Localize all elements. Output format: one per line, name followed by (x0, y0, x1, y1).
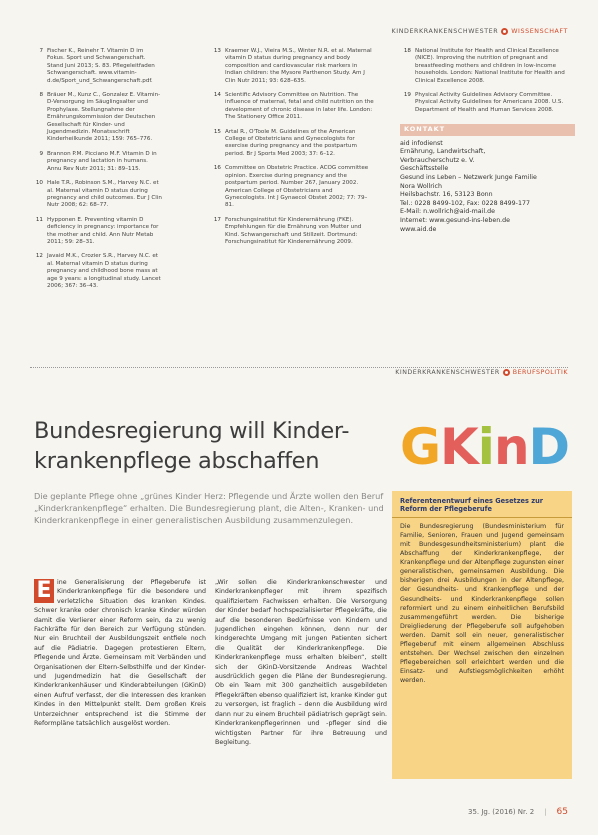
section-dot-icon (503, 369, 510, 376)
reference-text: Javaid M.K., Crozier S.R., Harvey N.C. et al. Maternal vitamin D status during pregnancy and childhood bone mass at age 9 years: a longitudinal study. Lancet 2006; 367: 36–43. (47, 253, 161, 289)
headline-line-1: Bundesregierung will Kinder- (34, 418, 350, 444)
page-footer (468, 807, 568, 817)
reference-item (210, 217, 375, 247)
body-column-2: „Wir sollen die Kinderkrankenschwester und Kinderkrankenpfleger mit ihrem spezifisch qualifiziertem Fachwissen erhalten. Die Versorgung der Kinder bedarf hochspezialisierter Pflegekräfte, die auf die besonderen Bedürfnisse von Kindern und Jugendlichen eingehen können, denn nur der kindgerechte Umgang mit jungen Patienten sichert die Qualität der Kinderkrankenpflege. Die Kinderkrankenpflege muss erhalten bleiben“, stellt sich der GKinD-Vorsitzende Andreas Wachtel ausdrücklich gegen die Pläne der Bundesregierung. Ob ein Team mit 300 ganzheitlich ausgebildeten Pflegekräften ebenso qualifiziert ist, kranke Kinder gut zu versorgen, ist fraglich – denn die Ausbildung wird dann nur zu einem Bruchteil pädiatrisch geprägt sein. Kinderkrankenpflegerinnen und -pfleger sind die wichtigsten Partner für ihre Betreuung und Begleitung. (215, 579, 387, 746)
reference-text: Fischer K., Reinehr T. Vitamin D im Fokus. Sport und Schwangerschaft. Stand Juni 2013; S. 83. Pflegeleitfaden Schwangerschaft. www.vitamin-d.de/Sport_und_Schwangerschaft.pdf. (47, 48, 155, 84)
reference-number: 10 (35, 180, 43, 187)
article-headline (34, 416, 394, 476)
magazine-name: KINDERKRANKENSCHWESTER (395, 369, 500, 376)
kontakt-address: Heilsbachstr. 16, 53123 Bonn (400, 191, 493, 199)
reference-text: Committee on Obstetric Practice. ACOG committee opinion. Exercise during pregnancy and the postpartum period. Number 267, January 2002. American College of Obstetricians and Gynecologists. Int J Gynaecol Obstet 2002; 77: 79–81. (225, 165, 369, 209)
reference-item (32, 217, 162, 247)
references-column-2 (210, 48, 375, 253)
reference-text: Bräuer M., Kunz C., Gonzalez E. Vitamin-D-Versorgung im Säuglingsalter und Prophylaxe. Stellungnahme der Ernährungskommission der Deutschen Gesellschaft für Kinder- und Jugendmedizin. Monatsschrift Kinderheilkunde 2011; 159: 765–776. (47, 92, 161, 143)
reference-item (210, 129, 375, 159)
reference-item (32, 92, 162, 144)
kontakt-org: aid infodienst (400, 139, 443, 147)
reference-item (32, 253, 162, 290)
reference-text: Hale T.R., Robinson S.M., Harvey N.C. et al. Maternal vitamin D status during pregnancy and child outcomes. Eur J Clin Nutr 2008; 62: 68–77. (47, 180, 162, 209)
kontakt-line: Verbraucherschutz e. V. (400, 156, 475, 164)
reference-text: Artal R., O'Toole M. Guidelines of the American College of Obstetricians and Gynecologists for exercise during pregnancy and the postpartum period. Br J Sports Med 2003; 37: 6–12. (225, 128, 357, 157)
logo-letter: n (493, 418, 529, 476)
magazine-name: KINDERKRANKENSCHWESTER (391, 28, 499, 35)
logo-letter: i (477, 418, 494, 476)
reference-item (210, 165, 375, 209)
reference-item (210, 48, 375, 85)
kontakt-email[interactable]: E-Mail: n.wollrich@aid-mail.de (400, 208, 495, 216)
reference-text: Forschungsinstitut für Kinderernährung (FKE). Empfehlungen für die Ernährung von Mutter und Kind. Schwangerschaft und Stillzeit. Dortmund: Forschungsinstitut für Kinderernährung 2009. (225, 216, 362, 245)
references-column-3 (400, 48, 575, 234)
kontakt-info (400, 140, 575, 235)
reference-number: 7 (39, 48, 43, 54)
body-column-1 (34, 578, 206, 729)
section-name: WISSENSCHAFT (511, 28, 568, 35)
kontakt-network: Gesund ins Leben – Netzwerk Junge Familie (400, 174, 537, 182)
section2-header (395, 369, 568, 376)
kontakt-label: KONTAKT (400, 124, 575, 135)
logo-letter: D (528, 418, 570, 476)
section-divider (30, 367, 568, 368)
reference-item (210, 92, 375, 122)
reference-number: 9 (39, 150, 43, 157)
kontakt-person: Nora Wollrich (400, 182, 443, 190)
reference-item (32, 151, 162, 173)
kontakt-line: Ernährung, Landwirtschaft, (400, 148, 486, 156)
page-header (392, 28, 568, 35)
reference-number: 16 (213, 165, 221, 172)
article-lead: Die geplante Pflege ohne „grünes Kinder Herz: Pflegende und Ärzte wollen den Beruf „Kinderkrankenpflege“ erhalten. Die Bundesregierung plant, die Alten-, Kranken- und Kinderkrankenpflege in einer generalistischen Ausbildung zusammenzulegen. (34, 491, 384, 525)
section-dot-icon (501, 28, 508, 35)
kontakt-phone: Tel.: 0228 8499-102, Fax: 0228 8499-177 (400, 199, 530, 207)
reference-number: 18 (403, 48, 411, 54)
reference-text: National Institute for Health and Clinical Excellence (NICE). Improving the nutrition of pregnant and breastfeeding mothers and children in low-income households. London: National Institute for Health and Clinical Excellence 2008. (415, 48, 565, 84)
reference-number: 11 (35, 216, 43, 223)
reference-text: Hypponen E. Preventing vitamin D deficiency in pregnancy: importance for the mother and child. Ann Nutr Metab 2011; 59: 28–31. (47, 216, 159, 245)
logo-letter: G (400, 418, 441, 476)
reference-item (400, 92, 575, 114)
reference-number: 13 (213, 48, 221, 54)
gkind-logo (400, 417, 575, 477)
info-box-text: Die Bundesregierung (Bundesministerium für Familie, Senioren, Frauen und Jugend gemeinsam mit Bundesgesundheitsministerium) plant die Abschaffung der Kinderkrankenpflege, der Krankenpflege und der Altenpflege zugunsten einer generalistischen, gemeinsamen Ausbildung. Die bisherigen drei Ausbildungen in der Altenpflege, der Gesundheits- und Krankenpflege und der Gesundheits- und Kinderkrankenpflege sollen reformiert und zu einem einheitlichen Berufsbild zusammengeführt werden. Die bisherige Dreigliederung der Pflegeberufe soll aufgehoben werden. Damit soll ein neuer, generalistischer Pflegeberuf mit einem allgemeinen Abschluss entstehen. Der Wechsel zwischen den einzelnen Pflegebereichen soll erleichtert werden und die Einsatz- und Aufstiegsmöglichkeiten erhöht werden. (400, 522, 564, 685)
headline-line-2: krankenpflege abschaffen (34, 448, 320, 474)
reference-item (32, 48, 162, 85)
reference-text: Brannon P.M. Picciano M.F. Vitamin D in pregnancy and lactation in humans. Annu Rev Nutr 2011; 31: 89–115. (47, 150, 157, 172)
reference-text: Kraemer W.J., Vieira M.S., Winter N.R. et al. Maternal vitamin D status during pregnancy and body composition and cardiovascular risk markers in Indian children: the Mysore Parthenon Study. Am J Clin Nutr 2011; 93: 628–635. (225, 48, 372, 84)
info-box (392, 491, 572, 779)
reference-text: Physical Activity Guidelines Advisory Committee. Physical Activity Guidelines for Americans 2008. U.S. Department of Health and Human Services 2008. (415, 92, 564, 113)
reference-number: 17 (213, 216, 221, 223)
reference-item (400, 48, 575, 85)
references-block (32, 48, 572, 358)
kontakt-line: Geschäftsstelle (400, 165, 449, 173)
kontakt-web[interactable]: Internet: www.gesund-ins-leben.de (400, 217, 511, 224)
reference-number: 14 (213, 92, 221, 99)
page-number: 65 (556, 807, 568, 817)
references-column-1 (32, 48, 162, 297)
body-text: ine Generalisierung der Pflegeberufe ist Kinderkrankenpflege für die besondere und verletzliche Situation des kranken Kindes. Schwer kranke oder chronisch kranke Kinder würden damit die Verlierer einer Reform sein, da zu wenig Fachkräfte für den Bereich zur Verfügung stünden. Nur ein Bruchteil der Ausbildungszeit entfiele noch auf die Pädiatrie. Dagegen protestieren Eltern, Pflegende und Ärzte. Gemeinsam mit Verbänden und Organisationen der Eltern-Selbsthilfe und der Kinder- und Jugendmedizin hat die Gesellschaft der Kinderkrankenhäuser und Kinderabteilungen (GKinD) einen Aufruf verfasst, der die Interessen des kranken Kindes in den Mittelpunkt stellt. Dem großen Kreis Unterzeichner entsprechend ist die Stimme der Reformpläne tatsächlich ausgelöst worden. (34, 579, 206, 728)
dropcap: E (34, 579, 54, 603)
logo-letter: K (440, 418, 478, 476)
info-box-title: Referentenentwurf eines Gesetzes zur Reform der Pflegeberufe (392, 491, 572, 518)
section-name: BERUFSPOLITIK (512, 369, 568, 376)
reference-number: 12 (35, 253, 43, 260)
issue-info: 35. Jg. (2016) Nr. 2 (467, 808, 535, 816)
reference-number: 19 (403, 92, 411, 99)
reference-number: 8 (39, 92, 43, 99)
reference-number: 15 (213, 128, 221, 135)
reference-text: Scientific Advisory Committee on Nutrition. The influence of maternal, fetal and child nutrition on the development of chronic disease in later life. London: The Stationery Office 2011. (225, 92, 374, 121)
kontakt-web[interactable]: www.aid.de (400, 225, 437, 233)
reference-item (32, 180, 162, 210)
footer-separator: | (544, 808, 547, 816)
